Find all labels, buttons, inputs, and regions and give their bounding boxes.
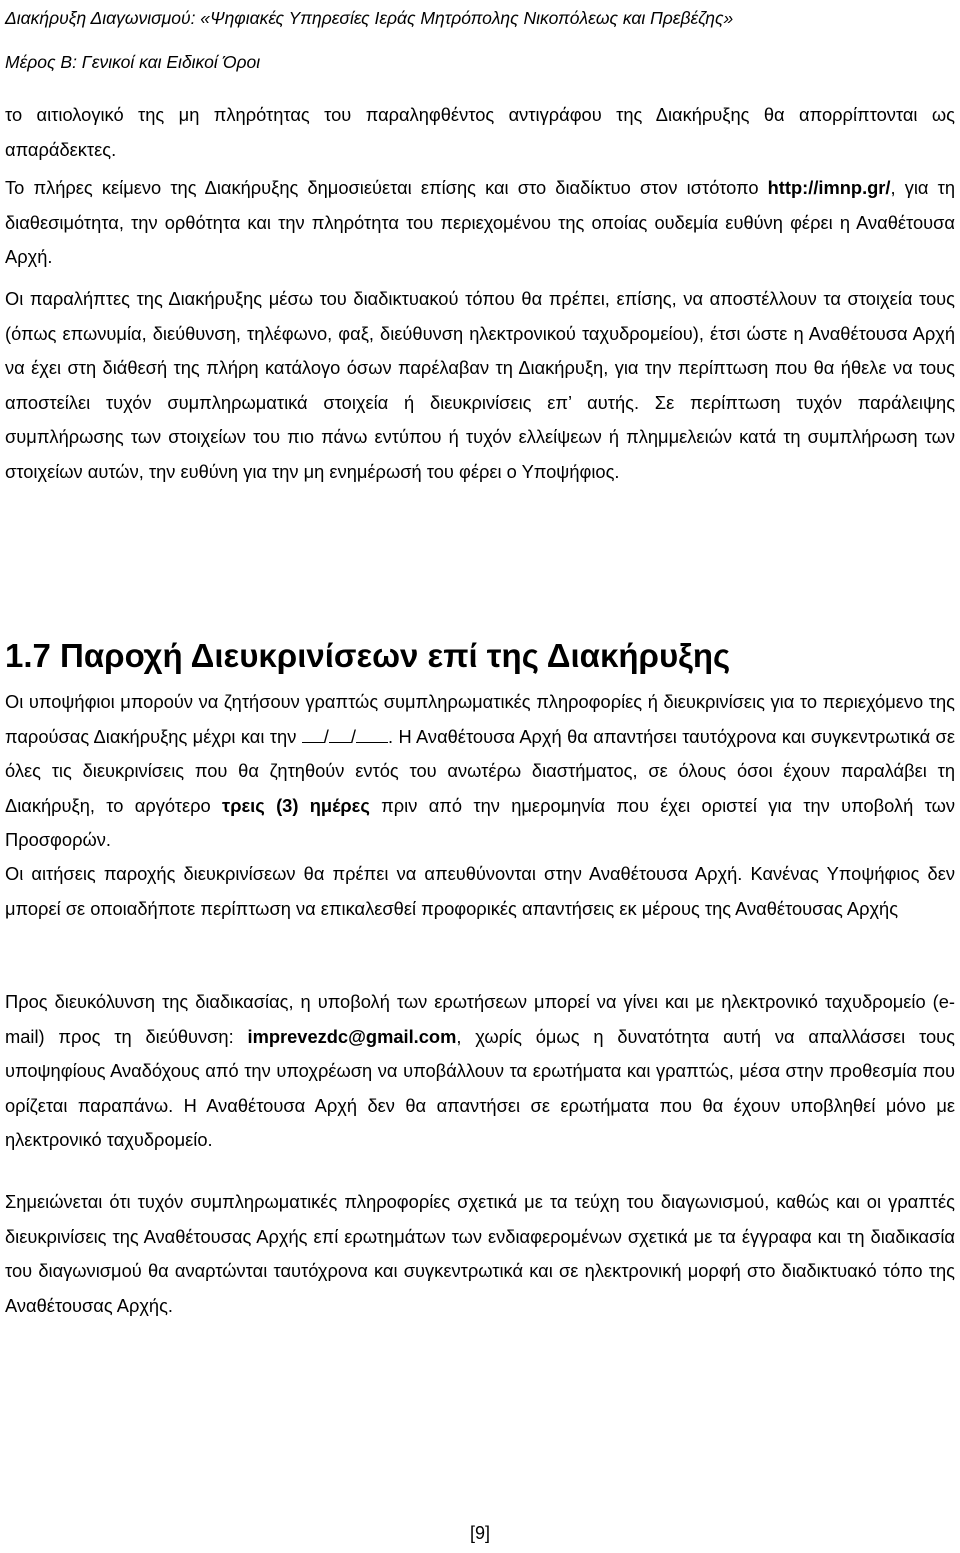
paragraph-text: , για τη διαθεσιμότητα, την ορθότητα και την πληρότητα του περιεχομένου της οποίας ουδεμία ευθύνη φέρει η Αναθέτουσα Αρχή.	[5, 177, 955, 267]
date-month-blank	[329, 722, 351, 743]
date-separator: /	[350, 725, 356, 747]
date-year-blank	[356, 722, 388, 743]
email-address-link[interactable]: imprevezdc@gmail.com	[247, 1025, 457, 1047]
paragraph-text: Το πλήρες κείμενο της Διακήρυξης δημοσιεύεται επίσης και στο διαδίκτυο στον ιστότοπο	[5, 177, 768, 198]
paragraph-recipients: Οι παραλήπτες της Διακήρυξης μέσω του διαδικτυακού τόπου θα πρέπει, επίσης, να αποστέλλουν τα στοιχεία τους (όπως επωνυμία, διεύθυνση, τηλέφωνο, φαξ, διεύθυνση ηλεκτρονικού ταχυδρομείου), έτσι ώστε η Αναθέτουσα Αρχή να έχει στη διάθεσή της πλήρη κατάλογο όσων παρέλαβαν τη Διακήρυξη, για την περίπτωση που θα ήθελε να τους αποστείλει τυχόν συμπληρωματικά στοιχεία ή διευκρινίσεις επ’ αυτής. Σε περίπτωση τυχόν παράλειψης συμπλήρωσης των στοιχείων του πιο πάνω εντύπου ή τυχόν ελλείψεων ή πλημμελειών κατά τη συμπλήρωση των στοιχείων αυτών, την ευθύνη για την μη ενημέρωσή του φέρει ο Υποψήφιος.	[5, 288, 955, 482]
paragraph-website	[5, 171, 955, 275]
paragraph-text: . Η Αναθέτουσα Αρχή θα απαντήσει ταυτόχρονα και συγκεντρωτικά σε όλες τις διευκρινίσεις που θα ζητηθούν εντός του ανωτέρω διαστήματος, σε όλους όσοι έχουν παραλάβει τη Διακήρυξη, το αργότερο	[5, 725, 955, 816]
deadline-days: τρεις (3) ημέρες	[222, 794, 370, 816]
date-separator: /	[323, 725, 329, 747]
paragraph-text: Προς διευκόλυνση της διαδικασίας, η υποβολή των ερωτήσεων μπορεί να γίνει και με ηλεκτρονικό ταχυδρομείο (e-mail) προς τη διεύθυνση:	[5, 991, 955, 1047]
date-day-blank	[302, 722, 324, 743]
paragraph-email	[5, 985, 955, 1158]
document-subtitle: Μέρος Β: Γενικοί και Ειδικοί Όροι	[5, 52, 261, 72]
paragraph-text: πριν από την ημερομηνία που έχει οριστεί για την υποβολή των Προσφορών.	[5, 794, 955, 850]
section-heading: 1.7 Παροχή Διευκρινίσεων επί της Διακήρυξης	[5, 637, 731, 674]
paragraph-requests: Οι αιτήσεις παροχής διευκρινίσεων θα πρέπει να απευθύνονται στην Αναθέτουσα Αρχή. Κανένας Υποψήφιος δεν μπορεί σε οποιαδήποτε περίπτωση να επικαλεσθεί προφορικές απαντήσεις εκ μέρους της Αναθέτουσας Αρχής	[5, 863, 955, 919]
page-number: [9]	[469, 1523, 490, 1543]
paragraph-text: , χωρίς όμως η δυνατότητα αυτή να απαλλάσσει τους υποψηφίους Αναδόχους από την υποχρέωση να υποβάλλουν τα ερωτήματα και γραπτώς, μέσα στην προθεσμία που ορίζεται παραπάνω. Η Αναθέτουσα Αρχή δεν θα απαντήσει σε ερωτήματα που θα έχουν υποβληθεί μόνο με ηλεκτρονικό ταχυδρομείο.	[5, 1025, 955, 1150]
paragraph-text: Οι υποψήφιοι μπορούν να ζητήσουν γραπτώς συμπληρωματικές πληροφορίες ή διευκρινίσεις για το περιεχόμενο της παρούσας Διακήρυξης μέχρι και την	[5, 691, 955, 747]
document-title: Διακήρυξη Διαγωνισμού: «Ψηφιακές Υπηρεσίες Ιεράς Μητρόπολης Νικοπόλεως και Πρεβέζης»	[5, 8, 734, 28]
paragraph-clarifications	[5, 685, 955, 858]
paragraph-rejection: το αιτιολογικό της μη πληρότητας του παραληφθέντος αντιγράφου της Διακήρυξης θα απορρίπτονται ως απαράδεκτες.	[5, 104, 955, 160]
website-link[interactable]: http://imnp.gr/	[767, 177, 891, 198]
paragraph-announcements: Σημειώνεται ότι τυχόν συμπληρωματικές πληροφορίες σχετικά με τα τεύχη του διαγωνισμού, καθώς και οι γραπτές διευκρινίσεις της Αναθέτουσας Αρχής επί ερωτημάτων των ενδιαφερομένων σχετικά με τα έγγραφα και τη διαδικασία του διαγωνισμού θα αναρτώνται ταυτόχρονα και συγκεντρωτικά και σε ηλεκτρονική μορφή στο διαδικτυακό τόπο της Αναθέτουσας Αρχής.	[5, 1191, 955, 1316]
